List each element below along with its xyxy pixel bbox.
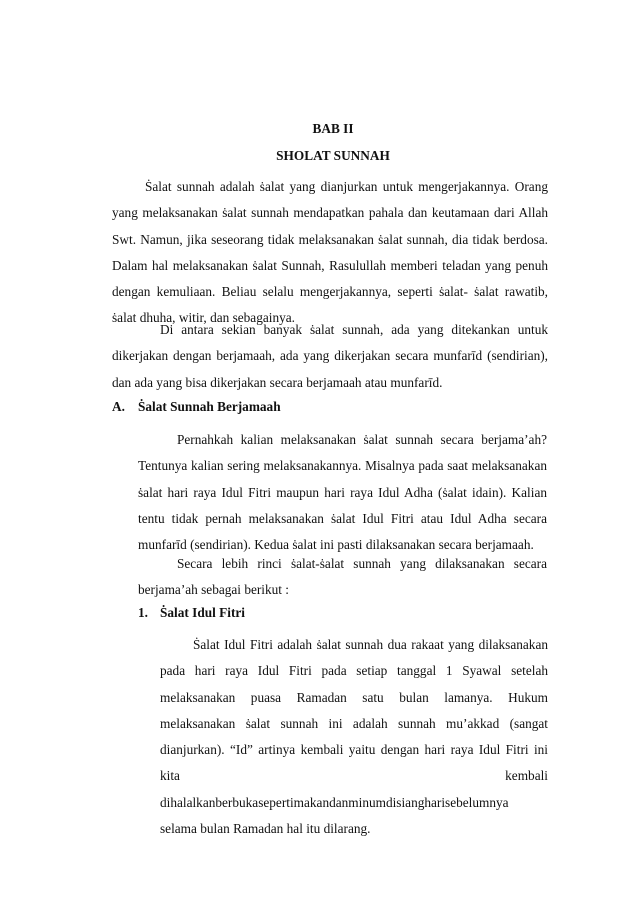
- section-a-paragraph-1: Pernahkah kalian melaksanakan ṡalat sunnah secara berjama’ah? Tentunya kalian sering melaksanakannya. Misalnya pada saat melaksanakan ṡalat hari raya Idul Fitri maupun hari raya Idul Adha (ṡalat idain). Kalian tentu tidak pernah melaksanakan ṡalat Idul Fitri atau Idul Adha secara munfarīd (sendirian). Kedua ṡalat ini pasti dilaksanakan secara berjamaah.: [138, 432, 547, 553]
- subsection-1-number: 1.: [138, 605, 148, 620]
- section-a-title: Ṡalat Sunnah Berjamaah: [138, 399, 281, 414]
- section-a-paragraph-2: Secara lebih rinci ṡalat-ṡalat sunnah yang dilaksanakan secara berjama’ah sebagai berikut :: [138, 556, 547, 598]
- section-a-heading: [112, 397, 281, 417]
- intro-paragraph-2: Di antara sekian banyak ṡalat sunnah, ada yang ditekankan untuk dikerjakan dengan berjamaah, ada yang dikerjakan secara munfarīd (sendirian), dan ada yang bisa dikerjakan secara berjamaah atau munfarīd.: [112, 322, 548, 390]
- subsection-1-paragraph: Ṡalat Idul Fitri adalah ṡalat sunnah dua rakaat yang dilaksanakan pada hari raya Idul Fitri pada setiap tanggal 1 Syawal setelah melaksanakan puasa Ramadan satu bulan lamanya. Hukum melaksanakan ṡalat sunnah ini adalah sunnah mu’akkad (sangat dianjurkan). “Id” artinya kembali yaitu dengan hari raya Idul Fitri ini kita kembali dihalalkanberbukasepertimakandanminumdisiangharisebelumnya selama bulan Ramadan hal itu dilarang.: [160, 637, 548, 837]
- subsection-1-heading: [138, 603, 245, 623]
- intro-paragraph-1: Ṡalat sunnah adalah ṡalat yang dianjurkan untuk mengerjakannya. Orang yang melaksanakan ṡalat sunnah mendapatkan pahala dan keutamaan dari Allah Swt. Namun, jika seseorang tidak melaksanakan ṡalat sunnah, dia tidak berdosa. Dalam hal melaksanakan ṡalat Sunnah, Rasulullah memberi teladan yang penuh dengan kemuliaan. Beliau selalu mengerjakannya, seperti ṡalat- ṡalat rawatib, ṡalat dhuha, witir, dan sebagainya.: [112, 179, 548, 326]
- chapter-title: SHOLAT SUNNAH: [276, 148, 390, 163]
- chapter-heading: BAB II: [312, 121, 354, 136]
- subsection-1-title: Ṡalat Idul Fitri: [160, 605, 245, 620]
- section-a-number: A.: [112, 399, 125, 414]
